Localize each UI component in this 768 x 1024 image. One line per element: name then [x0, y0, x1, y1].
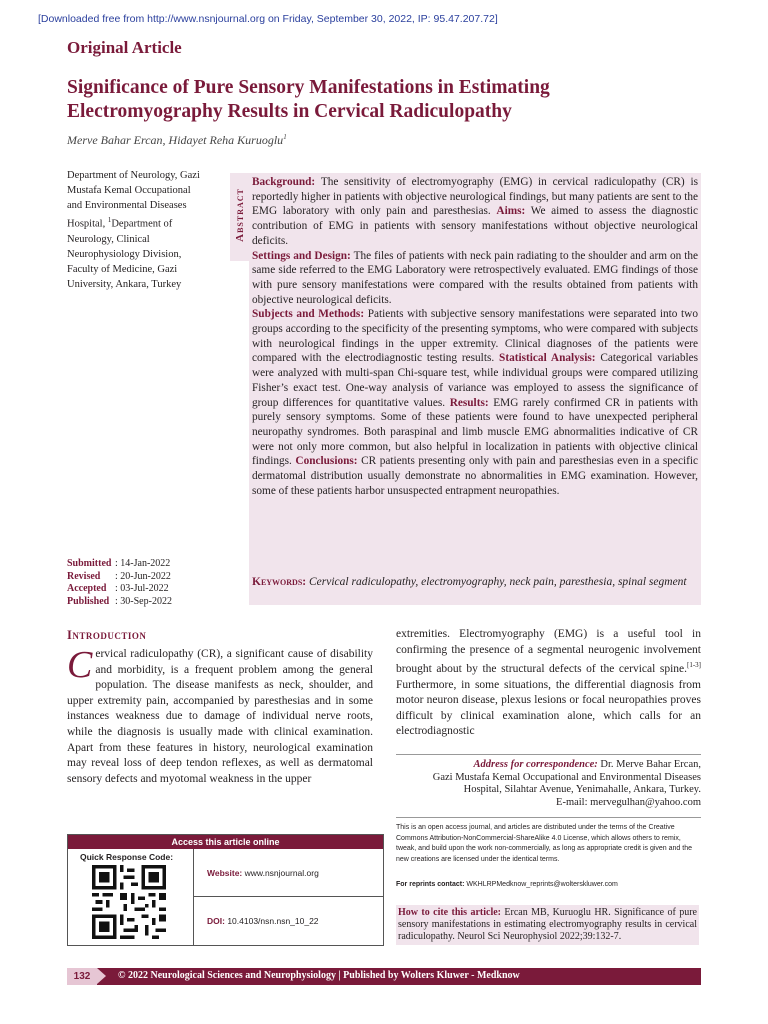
footer-text: © 2022 Neurological Sciences and Neurophysiology | Published by Wolters Kluwer - Medknow	[118, 970, 520, 981]
abstract-tab-label: Abstract	[234, 188, 246, 242]
qr-area	[68, 849, 194, 946]
correspondence-label: Address for correspondence:	[473, 759, 598, 770]
correspondence-line-3: Hospital, Silahtar Avenue, Yenimahalle, Ankara, Turkey.	[463, 784, 701, 795]
subjects-text: Patients with subjective sensory manifestations were separated into two groups according to the specificity of the presenting symptoms, who were compared with subjects with neurological findings in the upper extremity. Clinical diagnoses of the patients were compared with the electrodiagnostic testing results.	[252, 308, 698, 365]
website-label: Website:	[207, 868, 243, 878]
stats-text: Categorical variables were analyzed with multi-span Chi-square test, while individual groups were compared utilizing Fisher’s exact test. One-way analysis of variance was employed to assess the significance of group differences for quantitative values.	[252, 352, 699, 409]
reprints-email[interactable]: WKHLRPMedknow_reprints@wolterskluwer.com	[464, 881, 618, 888]
affiliation-superscript: 1	[107, 216, 112, 224]
keywords-text: Cervical radiculopathy, electromyography, neck pain, paresthesia, spinal segment	[309, 576, 687, 588]
download-notice[interactable]: [Downloaded free from http://www.nsnjournal.org on Friday, September 30, 2022, IP: 95.47.207.72]	[38, 13, 498, 25]
correspondence-divider	[396, 754, 701, 755]
article-type: Original Article	[67, 38, 182, 57]
correspondence-email[interactable]: E-mail: mervegulhan@yahoo.com	[556, 796, 701, 808]
license-divider	[396, 817, 701, 818]
keywords-label: Keywords:	[252, 576, 307, 588]
authors	[67, 133, 287, 148]
article-title	[67, 76, 707, 124]
article-dates	[67, 558, 172, 608]
access-online-box	[67, 834, 384, 946]
reprints-contact	[396, 881, 618, 888]
intro-right-text-b: Furthermore, in some situations, the differential diagnosis from motor neuron disease, plexus lesions or focal neuropathies proves difficult by clinical examination alone, which calls for an electrodiagnostic	[396, 678, 701, 738]
introduction-heading: Introduction	[67, 628, 147, 642]
abstract-tab	[230, 173, 249, 261]
qr-label: Quick Response Code:	[80, 852, 174, 862]
author-names: Merve Bahar Ercan, Hidayet Reha Kuruoglu	[67, 133, 284, 147]
background-label: Background:	[252, 176, 316, 188]
doi-label: DOI:	[207, 916, 225, 926]
page-arrow-icon	[97, 968, 106, 984]
background-text: The sensitivity of electromyography (EMG) in cervical radiculopathy (CR) is reportedly higher in patients with objective neurological findings, but many patients are sent to the EMG laboratory with only pain and paresthesias.	[252, 176, 699, 218]
author-superscript: 1	[283, 133, 287, 141]
keywords	[252, 575, 698, 590]
affiliation-b: Department of Neurology, Clinical Neurophysiology Division, Faculty of Medicine, Gazi University, Ankara, Turkey	[67, 218, 182, 290]
intro-left-text: ervical radiculopathy (CR), a significant cause of disability and morbidity, is a frequent problem among the general population. The disease manifests as neck, shoulder, and upper extremity pain, accompanied by paresthesias and in some instances weakness due to damage of individual nerve roots, while the diagnosis is usually made with clinical examination. Apart from these features in history, neurological examination may reveal loss of deep tendon reflexes, as well as dermatomal sensory defects and myotomal weakness in the upper	[67, 648, 373, 785]
revised-label: Revised	[67, 570, 101, 582]
aims-text: We aimed to assess the diagnostic contribution of EMG in patients with sensory manifestations without objective neurological deficits.	[252, 205, 699, 247]
drop-cap: C	[67, 644, 93, 686]
accepted-label: Accepted	[67, 583, 107, 594]
correspondence-name: Dr. Merve Bahar Ercan,	[597, 759, 701, 770]
settings-text: The files of patients with neck pain radiating to the shoulder and arm on the same side referred to the EMG Laboratory were retrospectively evaluated. EMG findings of those with pure sensory manifestations were compared with the results obtained from patients with objective neurological deficits.	[252, 249, 699, 306]
results-text: EMG rarely confirmed CR in patients with purely sensory symptoms. Some of these patients were found to have unexpected peripheral neuropathy syndromes. Both paraspinal and limb muscle EMG abnormalities indicative of CR were not only more common, but also helpful in localization in patients with objective clinical findings.	[252, 396, 699, 468]
correspondence-address	[396, 759, 701, 809]
correspondence-line-2: Gazi Mustafa Kemal Occupational and Environmental Diseases	[432, 771, 701, 783]
page-number: 132	[67, 968, 97, 985]
title-line-1: Significance of Pure Sensory Manifestations in Estimating	[67, 77, 550, 98]
published-date: : 30-Sep-2022	[115, 595, 172, 607]
submitted-date: : 14-Jan-2022	[115, 558, 171, 569]
subjects-label: Subjects and Methods:	[252, 308, 365, 321]
website-link[interactable]: www.nsnjournal.org	[242, 868, 319, 878]
published-label: Published	[67, 595, 110, 607]
conclusions-text: CR patients presenting only with pain and paresthesias even in a specific dermatomal distribution usually demonstrate no abnormalities in EMG examination. However, some of these patients harbor unsuspected entrapment neuropathies.	[252, 455, 699, 497]
reprints-label: For reprints contact:	[396, 881, 465, 888]
qr-code-icon[interactable]	[92, 865, 166, 939]
revised-date: : 20-Jun-2022	[115, 570, 171, 582]
stats-label: Statistical Analysis:	[499, 352, 596, 365]
affiliation-a: Department of Neurology, Gazi Mustafa Kemal Occupational and Environmental Diseases Hospital,	[67, 170, 200, 230]
access-header: Access this article online	[68, 835, 383, 849]
title-line-2: Electromyography Results in Cervical Radiculopathy	[67, 101, 512, 122]
submitted-label: Submitted	[67, 558, 112, 569]
reference-citation[interactable]: [1-3]	[687, 661, 701, 670]
results-label: Results:	[449, 396, 489, 409]
settings-label: Settings and Design:	[252, 249, 351, 262]
accepted-date: : 03-Jul-2022	[115, 583, 169, 594]
intro-right-column	[396, 627, 701, 740]
cite-text: Ercan MB, Kuruoglu HR. Significance of pure sensory manifestations in estimating electromyography results in cervical radiculopathy. Neurol Sci Neurophysiol 2022;39:132-7.	[398, 907, 697, 943]
affiliations	[67, 168, 207, 292]
abstract-text	[252, 175, 698, 498]
how-to-cite	[396, 905, 699, 945]
intro-left-column	[67, 644, 373, 787]
open-access-license: This is an open access journal, and articles are distributed under the terms of the Creative Commons Attribution-NonCommercial-ShareAlike 4.0 License, which allows others to remix, tweak, and build upon the work non-commercially, as long as appropriate credit is given and the new creations are licensed under the identical terms.	[396, 824, 692, 863]
cite-label: How to cite this article:	[398, 907, 502, 918]
website-row	[194, 849, 384, 897]
doi-link[interactable]: 10.4103/nsn.nsn_10_22	[224, 916, 319, 926]
doi-row	[194, 897, 384, 946]
aims-label: Aims:	[496, 205, 526, 218]
conclusions-label: Conclusions:	[295, 455, 358, 468]
intro-right-text-a: extremities. Electromyography (EMG) is a useful tool in confirming the presence of a segmental neurogenic involvement brought about by the structural defects of the cervical spine.	[396, 628, 701, 676]
